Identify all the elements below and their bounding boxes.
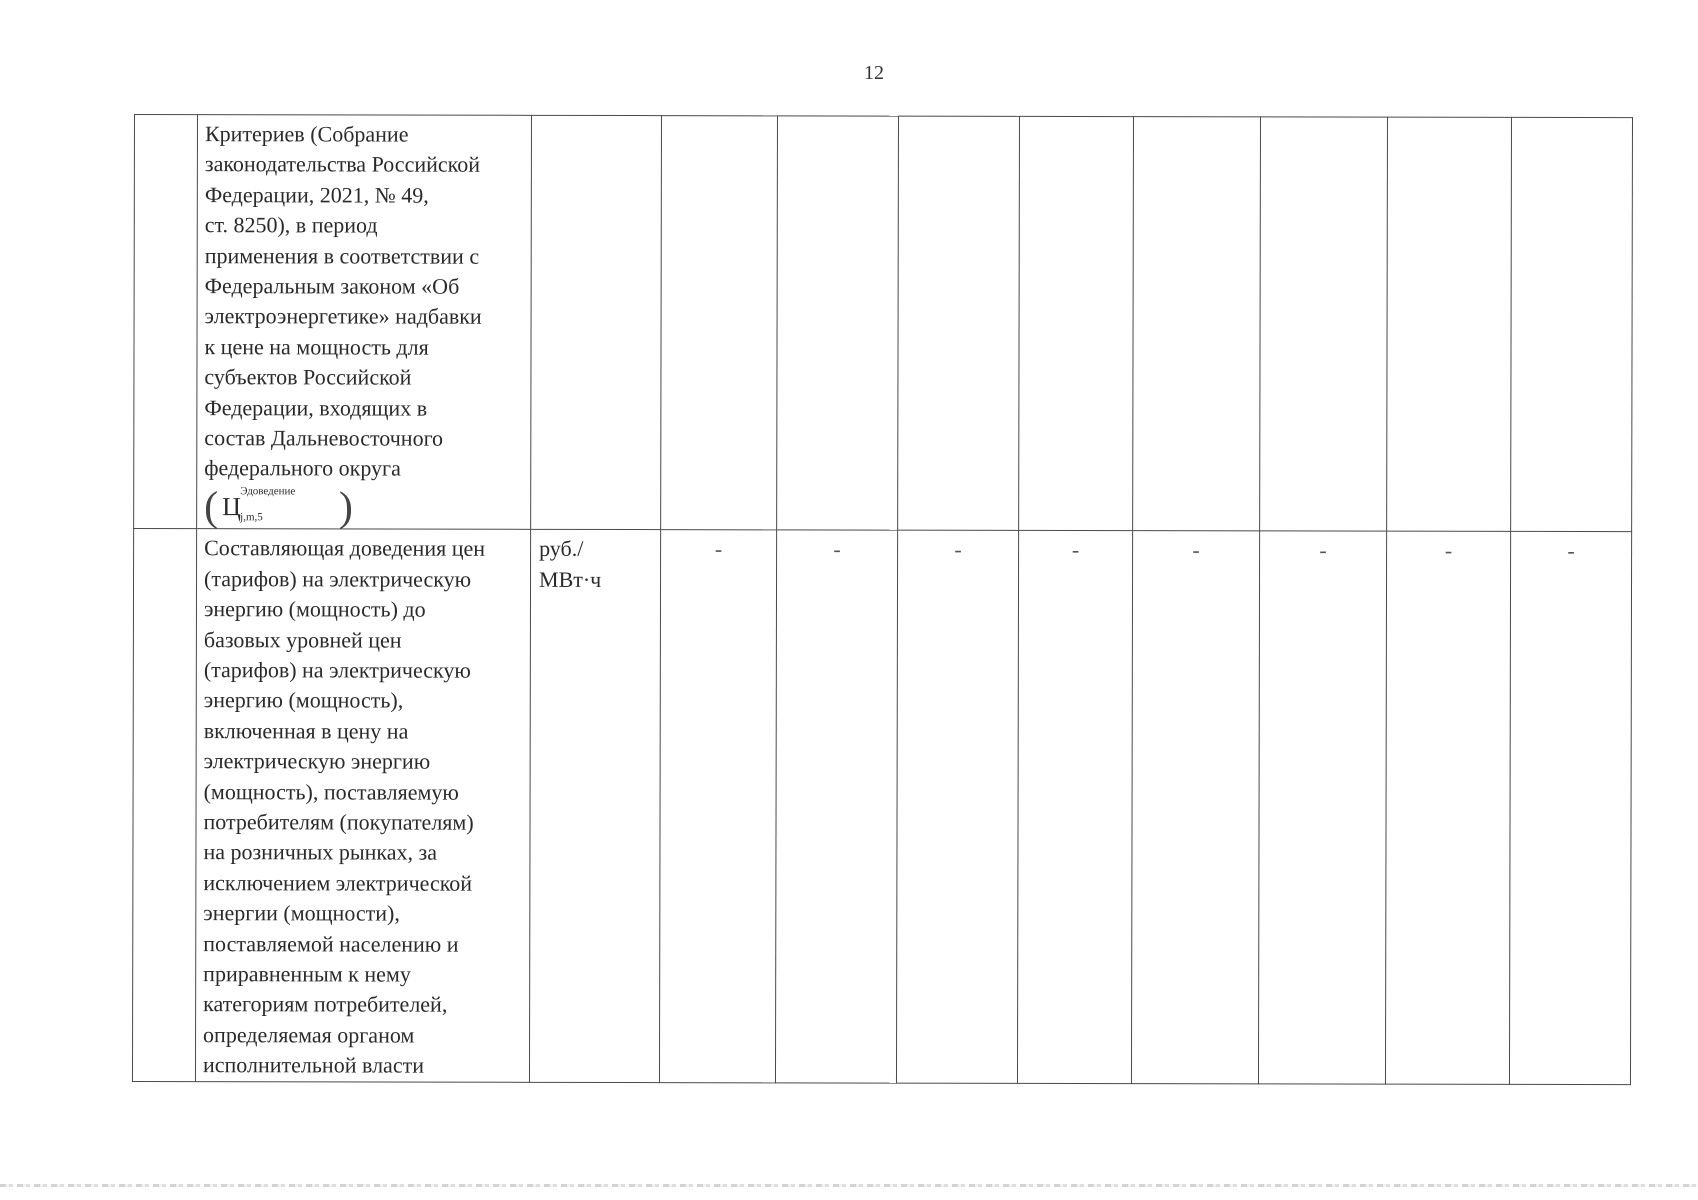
description-line: включенная в цену на	[203, 717, 409, 744]
row-number-cell	[134, 115, 198, 529]
row-number-cell	[132, 529, 196, 1081]
description-line: Федерации, 2021, № 49,	[204, 181, 429, 208]
description-line: Федерации, входящих в	[204, 394, 428, 421]
description-line: состав Дальневосточного	[204, 425, 444, 451]
description-line: базовых уровней цен	[203, 626, 402, 653]
value-cell	[1019, 116, 1134, 531]
data-table	[132, 114, 1633, 1085]
formula-superscript: Эдоведение	[240, 485, 296, 498]
description-line: Составляющая доведения цен	[204, 535, 486, 562]
description-line: определяемая органом	[203, 1021, 415, 1048]
value-cell	[1260, 117, 1388, 532]
description-line: энергию (мощность) до	[203, 596, 426, 622]
description-line: к цене на мощность для	[204, 333, 429, 360]
description-line: электроэнергетике» надбавки	[204, 303, 482, 330]
description-line: Критериев (Собрание	[204, 121, 409, 147]
value-cell: -	[1017, 531, 1132, 1084]
description-line: энергии (мощности),	[203, 900, 400, 926]
description-line: (тарифов) на электрическую	[203, 657, 471, 683]
table-row	[132, 529, 1631, 1084]
description-line: потребителям (покупателям)	[203, 809, 474, 835]
description-cell	[195, 529, 530, 1082]
description-line: законодательства Российской	[204, 151, 481, 178]
value-cell	[1133, 117, 1261, 532]
page-number: 12	[864, 62, 884, 84]
description-line: поставляемой населению и	[203, 930, 459, 957]
value-cell: -	[896, 530, 1018, 1083]
description-line: применения в соответствии с	[204, 242, 480, 269]
formula-base	[218, 485, 296, 524]
description-line: федерального округа	[204, 455, 401, 482]
value-cell	[898, 116, 1020, 531]
table-row	[134, 115, 1633, 532]
description-line: электрическую энергию	[203, 748, 431, 774]
unit-line: МВт·ч	[539, 566, 602, 592]
description-line: субъектов Российской	[204, 364, 412, 390]
description-line: Федеральным законом «Об	[204, 273, 460, 299]
value-cell: -	[1509, 532, 1631, 1085]
value-cell: -	[1258, 531, 1386, 1084]
description-line: категориям потребителей,	[203, 991, 448, 1018]
description-cell	[197, 115, 532, 530]
formula-symbol	[204, 484, 354, 531]
description-line: на розничных рынках, за	[203, 839, 438, 865]
value-cell	[777, 116, 899, 531]
value-cell	[1511, 117, 1633, 532]
formula-close-paren: )	[338, 484, 354, 531]
formula-base-letter: Ц	[222, 492, 241, 522]
value-cell: -	[775, 530, 897, 1083]
description-line: ст. 8250), в период	[204, 212, 378, 238]
description-line: исполнительной власти	[202, 1052, 425, 1078]
value-cell	[1387, 117, 1512, 532]
unit-line: руб./	[539, 536, 584, 562]
formula-open-paren: (	[204, 484, 219, 531]
description-line: (тарифов) на электрическую	[204, 565, 472, 592]
value-cell	[661, 116, 778, 531]
description-line: приравненным к нему	[203, 961, 411, 987]
scan-artifact-line	[0, 1184, 1698, 1187]
description-line: энергию (мощность),	[203, 687, 404, 713]
value-cell: -	[1385, 531, 1510, 1084]
unit-cell	[531, 115, 662, 530]
value-cell: -	[659, 530, 776, 1083]
description-line: (мощность), поставляемую	[203, 778, 459, 805]
formula-subscript: j,m,5	[240, 511, 263, 524]
description-line: исключением электрической	[203, 869, 473, 896]
value-cell: -	[1131, 531, 1259, 1084]
unit-cell	[529, 530, 660, 1083]
